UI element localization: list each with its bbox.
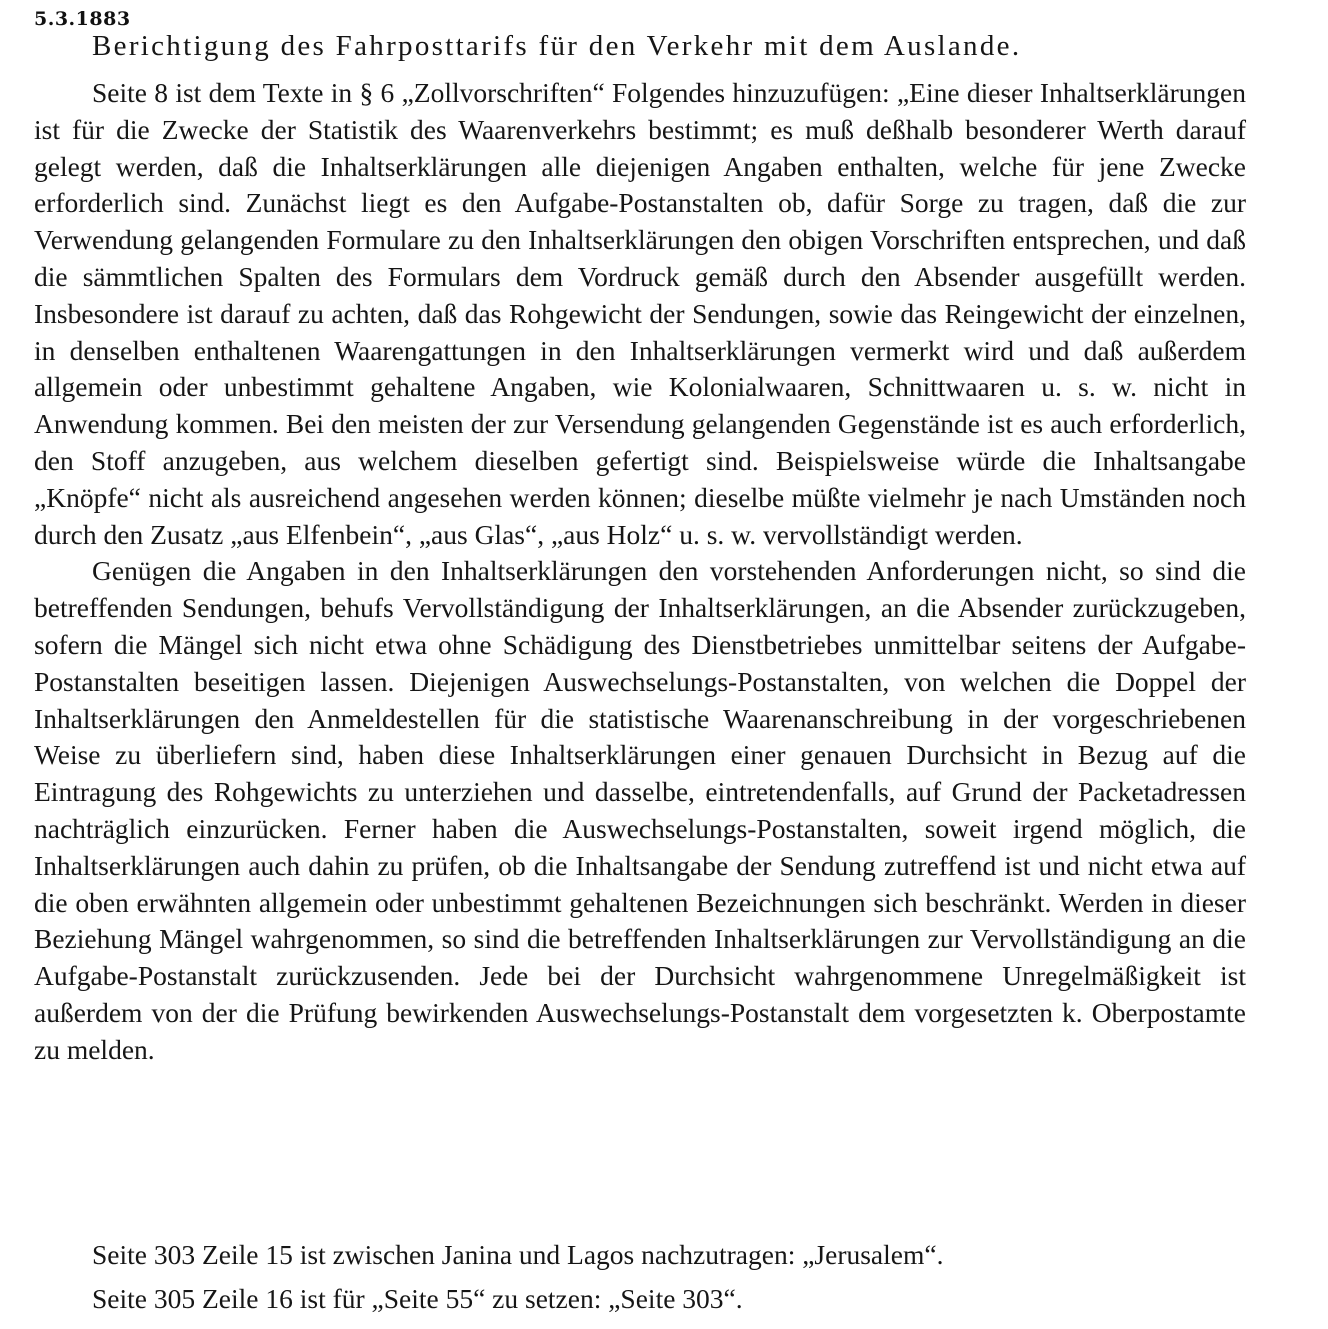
paragraph-main: Seite 8 ist dem Texte in § 6 „Zollvorschriften“ Folgendes hinzuzufügen: „Eine dieser Inhaltserklärungen ist für die Zwecke der Statistik des Waarenverkehrs bestimmt; es muß deßhalb besonderer Werth darauf gelegt werden, daß die Inhaltserklärungen alle diejenigen Angaben enthalten, welche für jene Zwecke erforderlich sind. Zunächst liegt es den Aufgabe-Postanstalten ob, dafür Sorge zu tragen, daß die zur Verwendung gelangenden Formulare zu den Inhaltserklärungen den obigen Vorschriften entsprechen, und daß die sämmtlichen Spalten des Formulars dem Vordruck gemäß durch den Absender ausgefüllt werden. Insbesondere ist darauf zu achten, daß das Rohgewicht der Sendungen, sowie das Reingewicht der einzelnen, in denselben enthaltenen Waarengattungen in den Inhaltserklärungen vermerkt wird und daß außerdem allgemein oder unbestimmt gehaltene Angaben, wie Kolonialwaaren, Schnittwaaren u. s. w. nicht in Anwendung kommen. Bei den meisten der zur Versendung gelangenden Gegenstände ist es auch erforderlich, den Stoff anzugeben, aus welchem dieselben gefertigt sind. Beispielsweise würde die Inhaltsangabe „Knöpfe“ nicht als ausreichend angesehen werden können; dieselbe müßte vielmehr je nach Umständen noch durch den Zusatz „aus Elfenbein“, „aus Glas“, „aus Holz“ u. s. w. vervollständigt werden. bbox=[34, 77, 1246, 550]
paragraph-second: Genügen die Angaben in den Inhaltserklärungen den vorstehenden Anforderungen nicht, so sind die betreffenden Sendungen, behufs Vervollständigung der Inhaltserklärungen, an die Absender zurückzugeben, sofern die Mängel sich nicht etwa ohne Schädigung des Dienstbetriebes unmittelbar seitens der Aufgabe-Postanstalten beseitigen lassen. Diejenigen Auswechselungs-Postanstalten, von welchen die Doppel der Inhaltserklärungen den Anmeldestellen für die statistische Waarenanschreibung in der vorgeschriebenen Weise zu überliefern sind, haben diese Inhaltserklärungen einer genauen Durchsicht in Bezug auf die Eintragung des Rohgewichts zu unterziehen und dasselbe, eintretendenfalls, auf Grund der Packetadressen nachträglich einzurücken. Ferner haben die Auswechselungs-Postanstalten, soweit irgend möglich, die Inhaltserklärungen auch dahin zu prüfen, ob die Inhaltsangabe der Sendung zutreffend ist und nicht etwa auf die oben erwähnten allgemein oder unbestimmt gehaltenen Bezeichnungen sich beschränkt. Werden in dieser Beziehung Mängel wahrgenommen, so sind die betreffenden Inhaltserklärungen zur Vervollständigung an die Aufgabe-Postanstalt zurückzusenden. Jede bei der Durchsicht wahrgenommene Unregelmäßigkeit ist außerdem von der die Prüfung bewirkenden Auswechselungs-Postanstalt dem vorgesetzten k. Oberpostamte zu melden. bbox=[34, 555, 1246, 1065]
document-date: 5.3.1883 bbox=[34, 8, 131, 30]
document-body bbox=[34, 75, 1246, 1069]
correction-notes bbox=[92, 1233, 943, 1321]
correction-note: Seite 305 Zeile 16 ist für „Seite 55“ zu setzen: „Seite 303“. bbox=[92, 1283, 743, 1314]
document-title: Berichtigung des Fahrposttarifs für den Verkehr mit dem Auslande. bbox=[92, 30, 1022, 62]
correction-note: Seite 303 Zeile 15 ist zwischen Janina und Lagos nachzutragen: „Jerusalem“. bbox=[92, 1239, 944, 1270]
